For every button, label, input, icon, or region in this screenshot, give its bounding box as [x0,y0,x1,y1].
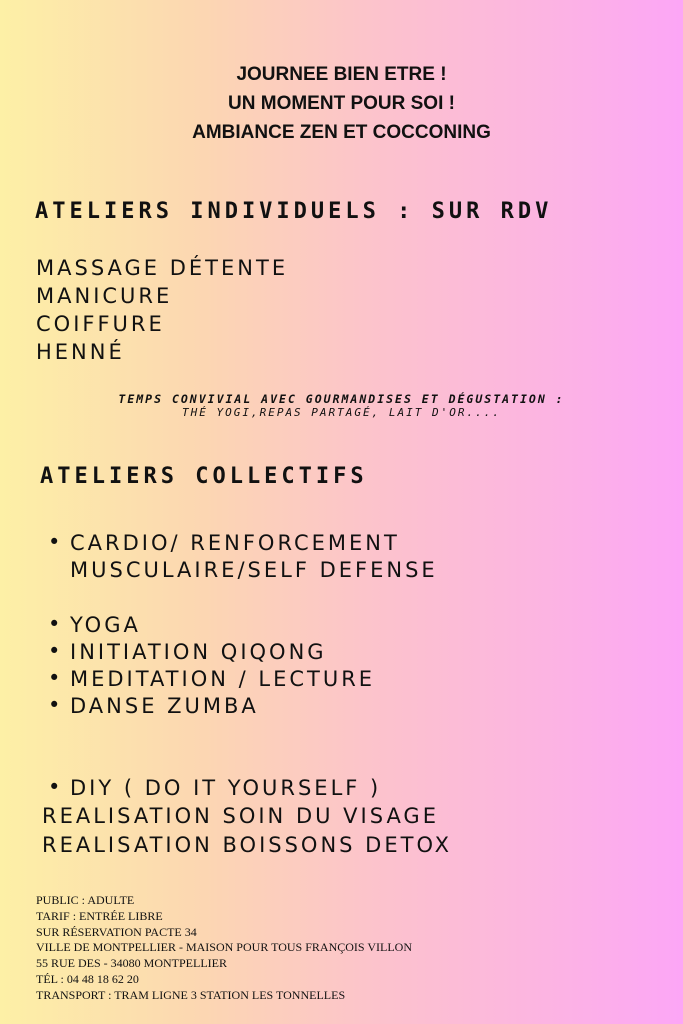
list-item: MASSAGE DÉTENTE [36,256,289,280]
individual-workshops-list [36,254,288,366]
bullet-icon: • [48,666,64,690]
list-item [48,639,327,666]
diy-detail-line: REALISATION SOIN DU VISAGE [42,804,439,828]
list-item [48,666,375,693]
list-item [48,530,438,584]
list-item-label: MEDITATION / LECTURE [70,667,376,691]
individual-workshops-title: ATELIERS INDIVIDUELS : SUR RDV [35,199,553,224]
cardio-line-1: CARDIO/ RENFORCEMENT [70,531,400,555]
info-line: PUBLIC : ADULTE [36,893,135,907]
diy-detail-line: REALISATION BOISSONS DETOX [42,833,453,857]
info-line: TÉL : 04 48 18 62 20 [36,971,139,986]
list-item: HENNÉ [36,340,125,364]
info-line: 55 RUE DES - 34080 MONTPELLIER [36,956,227,971]
bullet-icon: • [48,639,64,663]
convivial-note [0,392,683,419]
info-line: TRANSPORT : TRAM LIGNE 3 STATION LES TONNELLES [36,987,346,1002]
diy-details [42,802,452,860]
cardio-line-2: MUSCULAIRE/SELF DEFENSE [70,558,438,582]
list-item [48,612,141,639]
list-item: MANICURE [36,284,173,308]
practical-info [36,893,412,1004]
info-line: TARIF : ENTRÉE LIBRE [36,908,163,923]
event-header [0,60,683,147]
list-item-label: YOGA [70,613,141,637]
bullet-icon: • [48,693,64,717]
diy-label: DIY ( DO IT YOURSELF ) [70,776,382,800]
list-item [48,693,259,720]
collective-workshops-title: ATELIERS COLLECTIFS [40,464,368,489]
convivial-line-1: TEMPS CONVIVIAL AVEC GOURMANDISES ET DÉGUSTATION : [118,392,565,406]
header-line-3: AMBIANCE ZEN ET COCCONING [192,122,491,143]
list-item: COIFFURE [36,312,165,336]
info-line: VILLE DE MONTPELLIER - MAISON POUR TOUS FRANÇOIS VILLON [36,940,413,955]
list-item-label: INITIATION QIQONG [70,640,327,664]
bullet-icon: • [48,775,64,799]
bullet-icon: • [48,612,64,636]
bullet-icon: • [48,530,64,554]
list-item-label: DANSE ZUMBA [70,694,259,718]
header-line-1: JOURNEE BIEN ETRE ! [236,64,447,85]
list-item [48,775,381,802]
convivial-line-2: THÉ YOGI,REPAS PARTAGÉ, LAIT D'OR.... [181,406,502,419]
header-line-2: UN MOMENT POUR SOI ! [228,93,455,114]
info-line: SUR RÉSERVATION PACTE 34 [36,924,197,939]
